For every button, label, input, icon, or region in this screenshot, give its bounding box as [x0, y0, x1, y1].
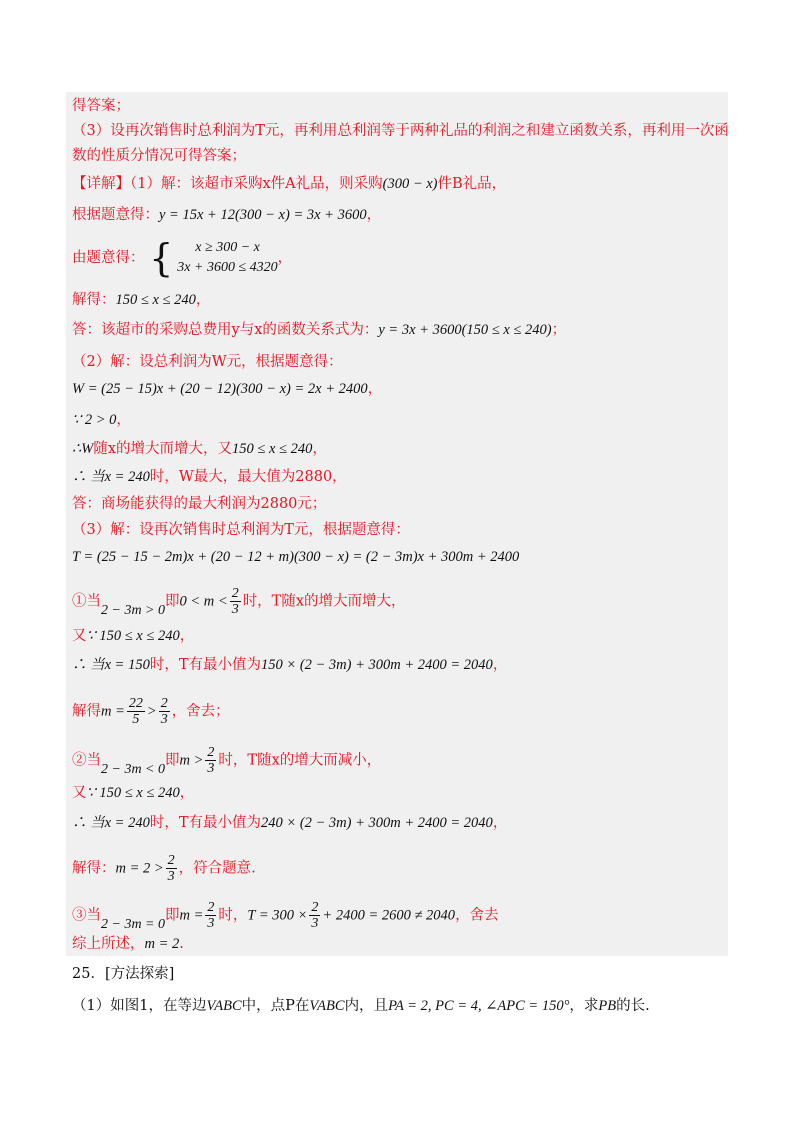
fraction: $\frac{2}{3}$: [207, 745, 215, 776]
inequality-system: { x ≥ 300 − x 3x + 3600 ≤ 4320: [149, 236, 278, 280]
sol-line-23: ∴ 当x = 240时，T有最小值为240 × (2 − 3m) + 300m + 2400 = 2040，: [72, 815, 508, 831]
sol-line-1: 得答案；: [72, 98, 130, 114]
sol-line-6: 由题意得： { x ≥ 300 − x 3x + 3600 ≤ 4320 ，: [72, 236, 293, 280]
sol-line-20: 解得m = $\frac{22}{5}$ > $\frac{2}{3}$ ，舍去；: [72, 696, 230, 727]
fraction: $\frac{2}{3}$: [160, 696, 168, 727]
sol-line-10: W = (25 − 15)x + (20 − 12)(300 − x) = 2x + 2400，: [72, 381, 383, 397]
sol-line-25: ③当2 − 3m = 0即m = $\frac{2}{3}$ 时，T = 300 × $\frac{2}{3}$ + 2400 = 2600 ≠ 2040，舍去: [72, 900, 499, 932]
sol-line-15: （3）解：设再次销售时总利润为T元，根据题意得：: [72, 522, 410, 538]
fraction: $\frac{22}{5}$: [128, 696, 143, 727]
fraction: $\frac{2}{3}$: [167, 853, 175, 884]
sol-line-26: 综上所述，m = 2.: [72, 936, 184, 952]
sol-line-22: 又∵ 150 ≤ x ≤ 240，: [72, 785, 195, 801]
sol-line-24: 解得：m = 2 > $\frac{2}{3}$ ，符合题意.: [72, 853, 256, 884]
sol-line-11: ∵ 2 > 0，: [72, 412, 131, 428]
sol-line-7: 解得：150 ≤ x ≤ 240，: [72, 292, 211, 308]
sol-line-12: ∴W随x的增大而增大，又150 ≤ x ≤ 240，: [72, 441, 327, 457]
sol-line-13: ∴ 当x = 240时，W最大，最大值为2880，: [72, 469, 347, 485]
fraction: $\frac{2}{3}$: [207, 900, 215, 931]
sol-line-18: 又∵ 150 ≤ x ≤ 240，: [72, 628, 195, 644]
sol-line-3: 数的性质分情况可得答案；: [72, 148, 246, 164]
sol-line-2: （3）设再次销售时总利润为T元，再利用总利润等于两种礼品的利润之和建立函数关系，再利用一次函: [72, 123, 729, 139]
sol-line-17: ①当2 − 3m > 0即0 < m < $\frac{2}{3}$ 时，T随x的增大而增大，: [72, 586, 406, 618]
sol-line-14: 答：商场能获得的最大利润为2880元；: [72, 496, 327, 512]
sol-line-19: ∴ 当x = 150时，T有最小值为150 × (2 − 3m) + 300m + 2400 = 2040，: [72, 657, 508, 673]
fraction: $\frac{2}{3}$: [231, 586, 239, 617]
problem-25-heading: 25．[方法探索]: [72, 966, 175, 982]
sol-line-21: ②当2 − 3m < 0即m > $\frac{2}{3}$ 时，T随x的增大而减小，: [72, 745, 382, 777]
fraction: $\frac{2}{3}$: [311, 900, 319, 931]
sol-line-8: 答：该超市的采购总费用y与x的函数关系式为：y = 3x + 3600(150 ≤ x ≤ 240)；: [72, 322, 567, 338]
problem-25-part-1: （1）如图1，在等边VABC中，点P在VABC内，且PA = 2, PC = 4, ∠APC = 150°，求PB的长.: [72, 998, 650, 1014]
sol-line-9: （2）解：设总利润为W元，根据题意得：: [72, 354, 343, 370]
sol-line-4: 【详解】（1）解：该超市采购x件A礼品，则采购(300 − x)件B礼品，: [72, 176, 507, 192]
sol-line-5: 根据题意得：y = 15x + 12(300 − x) = 3x + 3600，: [72, 207, 382, 223]
sol-line-16: T = (25 − 15 − 2m)x + (20 − 12 + m)(300 − x) = (2 − 3m)x + 300m + 2400: [72, 549, 520, 565]
